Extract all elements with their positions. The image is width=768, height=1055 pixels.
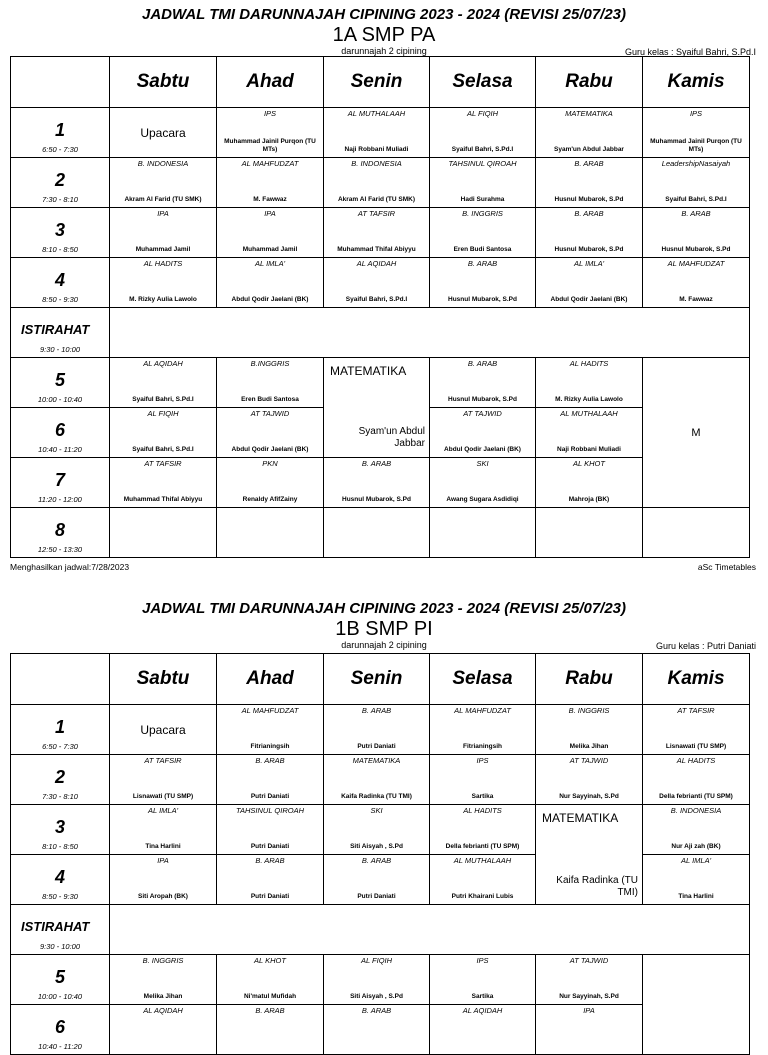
period-time: 11:20 - 12:00: [38, 495, 82, 504]
lesson-cell: [536, 408, 643, 458]
lesson-cell: [217, 408, 324, 458]
period-cell: [11, 358, 110, 408]
lesson-cell: [430, 705, 536, 755]
period-cell: [11, 1005, 110, 1055]
lesson-cell: [324, 855, 430, 905]
lesson-cell: [430, 158, 536, 208]
lesson-cell-empty: [324, 508, 430, 558]
subject: AT TAFSIR: [144, 756, 182, 765]
teacher: Renaldy AfifZainy: [242, 496, 298, 503]
period-number: 4: [54, 867, 65, 887]
day-header: Sabtu: [110, 57, 217, 108]
teacher: Muhammad Jainil Purqon (TU MTs): [650, 138, 742, 153]
subject: AL MAHFUDZAT: [241, 159, 299, 168]
period-number: 7: [54, 470, 65, 490]
period-number: 2: [54, 170, 65, 190]
lesson-cell: [536, 358, 643, 408]
upacara-cell: Upacara: [110, 108, 217, 158]
lesson-cell: [110, 1005, 217, 1055]
lesson-cell: [643, 705, 750, 755]
period-number: 1: [54, 717, 65, 737]
teacher: Putri Daniati: [357, 743, 396, 750]
subject: AT TAJWID: [463, 409, 502, 418]
period-cell: [11, 108, 110, 158]
class-teacher: Guru kelas : Putri Daniati: [655, 641, 756, 651]
lesson-cell: [110, 805, 217, 855]
subject: MATEMATIKA: [330, 364, 407, 378]
teacher: Husnul Mubarok, S.Pd: [554, 196, 624, 203]
sheet-title: JADWAL TMI DARUNNAJAH CIPINING 2023 - 2024 (REVISI 25/07/23): [141, 6, 627, 23]
teacher: Abdul Qodir Jaelani (BK): [231, 446, 309, 453]
teacher: Siti Aisyah , S.Pd: [350, 993, 403, 1000]
teacher: Muhammad Jainil Purqon (TU MTs): [224, 138, 316, 153]
subject: IPA: [583, 1006, 595, 1015]
lesson-cell: [217, 855, 324, 905]
lesson-cell: [430, 805, 536, 855]
teacher: Sartika: [471, 793, 494, 800]
teacher: Della febrianti (TU SPM): [445, 843, 520, 850]
lesson-cell: [430, 358, 536, 408]
teacher: Putri Daniati: [250, 843, 290, 850]
lesson-cell: [217, 108, 324, 158]
subject: B. ARAB: [255, 1006, 285, 1015]
teacher: Syaiful Bahri, S.Pd.I: [665, 196, 727, 203]
subject: AL IMLA': [680, 856, 712, 865]
break-label: ISTIRAHAT: [21, 322, 90, 337]
period-number: 3: [54, 817, 65, 837]
lesson-cell-double: [536, 805, 643, 905]
teacher: Muhammad Thifal Abiyyu: [337, 246, 416, 253]
teacher: Kaifa Radinka (TU TMI): [556, 875, 638, 898]
lesson-cell: [324, 755, 430, 805]
subject: B. ARAB: [361, 856, 392, 865]
teacher: Della febrianti (TU SPM): [659, 793, 733, 800]
lesson-cell-empty: [643, 955, 750, 1055]
subject: PKN: [262, 459, 278, 468]
lesson-cell: [430, 955, 536, 1005]
subject: IPA: [157, 856, 169, 865]
timetable-sheet-1a: [0, 6, 768, 576]
subject: B. ARAB: [361, 459, 392, 468]
period-number: 5: [54, 967, 65, 987]
subject: AT TAFSIR: [144, 459, 182, 468]
teacher: Hadi Surahma: [460, 196, 505, 203]
period-time: 10:00 - 10:40: [37, 395, 83, 404]
day-header: Rabu: [536, 654, 643, 705]
subject: B. ARAB: [255, 756, 285, 765]
period-cell: [11, 508, 110, 558]
period-cell: [11, 855, 110, 905]
period-cell: [11, 158, 110, 208]
school-name: darunnajah 2 cipining: [341, 640, 427, 650]
break-label: ISTIRAHAT: [21, 919, 90, 934]
day-header: Selasa: [430, 57, 536, 108]
lesson-cell: [324, 258, 430, 308]
day-header: Senin: [324, 654, 430, 705]
subject: AL IMLA': [147, 806, 179, 815]
teacher: Putri Daniati: [250, 893, 290, 900]
lesson-cell: [430, 855, 536, 905]
subject: B. ARAB: [467, 259, 498, 268]
period-number: 1: [54, 120, 65, 140]
lesson-cell: [217, 358, 324, 408]
teacher: Tina Harlini: [678, 893, 714, 900]
teacher: Melika Jihan: [569, 743, 609, 750]
subject: AL AQIDAH: [143, 1006, 183, 1015]
teacher: Nur Sayyinah, S.Pd: [559, 993, 619, 1000]
teacher: Eren Budi Santosa: [453, 246, 512, 253]
lesson-cell-merged: M: [643, 358, 750, 508]
teacher: Akram Al Farid (TU SMK): [124, 196, 202, 203]
lesson-cell: [643, 855, 750, 905]
teacher: Siti Aropah (BK): [138, 893, 188, 900]
school-name: darunnajah 2 cipining: [341, 46, 427, 56]
lesson-cell: [110, 158, 217, 208]
lesson-cell: [217, 258, 324, 308]
lesson-cell: [324, 158, 430, 208]
subject: AT TAJWID: [250, 409, 290, 418]
lesson-cell: [217, 458, 324, 508]
subject: AL MAHFUDZAT: [241, 706, 299, 715]
subject: MATEMATIKA: [565, 109, 613, 118]
lesson-cell: [324, 705, 430, 755]
lesson-cell: [110, 408, 217, 458]
timetable-sheet-1b: [0, 600, 768, 1051]
lesson-cell-empty: [536, 508, 643, 558]
lesson-cell: [217, 158, 324, 208]
subject: AL MUTHALAAH: [560, 409, 618, 418]
lesson-cell: [430, 458, 536, 508]
teacher: Syaiful Bahri, S.Pd.I: [451, 146, 514, 153]
teacher: Lisnawati (TU SMP): [132, 793, 194, 800]
lesson-cell: [536, 458, 643, 508]
subject: IPA: [157, 209, 169, 218]
break-row: [110, 905, 750, 955]
break-row: [110, 308, 750, 358]
subject: AT TAJWID: [569, 956, 609, 965]
teacher: Syaiful Bahri, S.Pd.I: [132, 446, 194, 453]
teacher: Melika Jihan: [143, 993, 183, 1000]
lesson-cell: [324, 1005, 430, 1055]
period-time: 7:30 - 8:10: [42, 195, 78, 204]
subject: AT TAJWID: [569, 756, 609, 765]
period-time: 12:50 - 13:30: [37, 545, 83, 554]
teacher: M. Rizky Aulia Lawolo: [129, 296, 197, 303]
lesson-cell: [430, 755, 536, 805]
period-time: 7:30 - 8:10: [42, 792, 78, 801]
period-cell: [11, 408, 110, 458]
teacher: Husnul Mubarok, S.Pd: [554, 246, 624, 253]
subject: B. INGGRIS: [142, 956, 184, 965]
teacher: Ni'matul Mufidah: [243, 993, 297, 1000]
lesson-cell: [430, 408, 536, 458]
teacher: Naji Robbani Muliadi: [344, 146, 409, 153]
teacher: Husnul Mubarok, S.Pd: [448, 396, 517, 403]
subject: AL FIQIH: [360, 956, 393, 965]
subject: B. INGGRIS: [568, 706, 610, 715]
break-cell: [11, 308, 110, 358]
asc-credit: aSc Timetables: [697, 562, 756, 572]
subject: AL KHOT: [573, 459, 605, 468]
teacher: Naji Robbani Muliadi: [557, 446, 621, 453]
subject: AT TAFSIR: [677, 706, 715, 715]
period-time: 6:50 - 7:30: [42, 145, 78, 154]
subject: B. ARAB: [467, 359, 498, 368]
lesson-cell: [324, 108, 430, 158]
subject: MATEMATIKA: [542, 811, 619, 825]
period-cell: [11, 705, 110, 755]
teacher: Abdul Qodir Jaelani (BK): [444, 446, 521, 453]
teacher: Eren Budi Santosa: [241, 396, 299, 403]
lesson-cell-double: [324, 358, 430, 458]
lesson-cell: [110, 358, 217, 408]
teacher: Kaifa Radinka (TU TMI): [341, 793, 412, 800]
lesson-cell: [324, 458, 430, 508]
teacher: Husnul Mubarok, S.Pd: [342, 496, 411, 503]
class-name: 1B SMP PI: [335, 618, 433, 640]
lesson-cell: [430, 108, 536, 158]
teacher: Lisnawati (TU SMP): [665, 743, 727, 750]
teacher: Fitrianingsih: [250, 743, 290, 750]
subject: AL IMLA': [573, 259, 605, 268]
lesson-cell: [430, 1005, 536, 1055]
lesson-cell: [217, 1005, 324, 1055]
lesson-cell: [324, 955, 430, 1005]
period-number: 4: [54, 270, 65, 290]
subject: IPS: [263, 109, 277, 118]
teacher: Fitrianingsih: [463, 743, 502, 750]
lesson-cell: [643, 755, 750, 805]
subject: B. ARAB: [574, 159, 604, 168]
teacher: Husnul Mubarok, S.Pd: [448, 296, 517, 303]
subject: AT TAFSIR: [357, 209, 396, 218]
lesson-cell: [430, 208, 536, 258]
break-cell: [11, 905, 110, 955]
lesson-cell: [643, 208, 750, 258]
period-cell: [11, 458, 110, 508]
period-number: 3: [54, 220, 65, 240]
teacher: M. Fawwaz: [253, 196, 287, 203]
subject: AL HADITS: [569, 359, 609, 368]
period-cell: [11, 805, 110, 855]
lesson-cell-empty: [430, 508, 536, 558]
teacher: Nur Sayyinah, S.Pd: [559, 793, 619, 800]
period-time: 10:40 - 11:20: [38, 445, 82, 454]
teacher: Abdul Qodir Jaelani (BK): [550, 296, 628, 303]
teacher: Syaiful Bahri, S.Pd.I: [345, 296, 408, 303]
lesson-cell: [643, 258, 750, 308]
subject: AL AQIDAH: [462, 1006, 503, 1015]
period-number: 8: [54, 520, 65, 540]
subject: B. INGGRIS: [462, 209, 503, 218]
lesson-cell: [110, 458, 217, 508]
upacara-cell: Upacara: [110, 705, 217, 755]
period-cell: [11, 208, 110, 258]
lesson-cell: [536, 1005, 643, 1055]
subject: B. ARAB: [361, 706, 392, 715]
subject: AL MUTHALAAH: [453, 856, 512, 865]
subject: AL AQIDAH: [356, 259, 397, 268]
subject: SKI: [476, 459, 489, 468]
day-header: Ahad: [217, 654, 324, 705]
subject: IPS: [476, 956, 489, 965]
teacher: Husnul Mubarok, S.Pd: [661, 246, 731, 253]
teacher: Putri Daniati: [250, 793, 290, 800]
period-time: 8:10 - 8:50: [42, 842, 78, 851]
teacher: M. Fawwaz: [679, 296, 713, 303]
subject: AL MAHFUDZAT: [667, 259, 725, 268]
period-cell: [11, 955, 110, 1005]
teacher: Siti Aisyah , S.Pd: [350, 843, 403, 850]
lesson-cell: [643, 805, 750, 855]
subject: AL FIQIH: [147, 409, 179, 418]
teacher: Muhammad Jamil: [135, 246, 191, 253]
teacher: M. Rizky Aulia Lawolo: [555, 396, 623, 403]
lesson-cell: [217, 805, 324, 855]
lesson-cell: [536, 955, 643, 1005]
break-time: 9:30 - 10:00: [39, 345, 81, 354]
subject: IPS: [476, 756, 489, 765]
day-header: Sabtu: [110, 654, 217, 705]
lesson-cell: [536, 158, 643, 208]
subject: AL HADITS: [676, 756, 716, 765]
period-number: 6: [54, 420, 65, 440]
teacher: Putri Khairani Lubis: [451, 893, 514, 900]
teacher: Muhammad Jamil: [242, 246, 298, 253]
day-header: Ahad: [217, 57, 324, 108]
lesson-cell: [110, 755, 217, 805]
class-teacher: Guru kelas : Syaiful Bahri, S.Pd.I: [624, 47, 756, 57]
lesson-cell: [110, 955, 217, 1005]
subject: AL MUTHALAAH: [347, 109, 406, 118]
corner-cell: [11, 57, 110, 108]
period-cell: [11, 755, 110, 805]
subject: AL FIQIH: [466, 109, 499, 118]
lesson-cell: [110, 258, 217, 308]
teacher: Mahroja (BK): [568, 496, 610, 503]
break-time: 9:30 - 10:00: [39, 942, 81, 951]
period-number: 6: [54, 1017, 65, 1037]
teacher: Syam'un Abdul Jabbar: [358, 426, 425, 449]
subject: B. INDONESIA: [670, 806, 722, 815]
subject: B. ARAB: [255, 856, 285, 865]
lesson-cell-empty: [110, 508, 217, 558]
day-header: Kamis: [643, 654, 750, 705]
lesson-cell: [643, 158, 750, 208]
teacher: Awang Sugara Asdidiqi: [446, 496, 519, 503]
teacher: Akram Al Farid (TU SMK): [337, 196, 416, 203]
period-time: 10:00 - 10:40: [37, 992, 83, 1001]
subject: AL KHOT: [254, 956, 286, 965]
subject: B. ARAB: [574, 209, 604, 218]
sheet-title: JADWAL TMI DARUNNAJAH CIPINING 2023 - 2024 (REVISI 25/07/23): [141, 600, 627, 617]
lesson-cell: [217, 705, 324, 755]
subject: AL MAHFUDZAT: [454, 706, 511, 715]
subject: AL HADITS: [143, 259, 183, 268]
subject: MATEMATIKA: [352, 756, 401, 765]
day-header: Kamis: [643, 57, 750, 108]
lesson-cell: [536, 705, 643, 755]
teacher: Nur Aji zah (BK): [671, 843, 721, 850]
subject: TAHSINUL QIROAH: [235, 806, 305, 815]
lesson-cell: [217, 755, 324, 805]
subject: AL AQIDAH: [143, 359, 183, 368]
period-number: 2: [54, 767, 65, 787]
lesson-cell-empty: [643, 508, 750, 558]
lesson-cell: [430, 258, 536, 308]
day-header: Senin: [324, 57, 430, 108]
teacher: Syaiful Bahri, S.Pd.I: [132, 396, 194, 403]
timetable-grid: [10, 653, 750, 1055]
teacher: Putri Daniati: [357, 893, 396, 900]
lesson-cell: [110, 208, 217, 258]
subject: B. ARAB: [361, 1006, 392, 1015]
subject: SKI: [370, 806, 383, 815]
period-time: 8:50 - 9:30: [42, 892, 78, 901]
lesson-cell: [536, 258, 643, 308]
subject: B. ARAB: [681, 209, 711, 218]
lesson-cell: [217, 955, 324, 1005]
teacher: Tina Harlini: [145, 843, 181, 850]
teacher: Abdul Qodir Jaelani (BK): [231, 296, 309, 303]
subject: IPS: [689, 109, 703, 118]
lesson-cell: [536, 208, 643, 258]
period-time: 8:50 - 9:30: [42, 295, 78, 304]
period-time: 6:50 - 7:30: [42, 742, 78, 751]
subject: AL HADITS: [463, 806, 502, 815]
lesson-cell: [643, 108, 750, 158]
lesson-cell: [324, 208, 430, 258]
class-name: 1A SMP PA: [332, 24, 436, 46]
period-time: 10:40 - 11:20: [38, 1042, 82, 1051]
teacher: Syam'un Abdul Jabbar: [554, 146, 624, 153]
subject: IPA: [264, 209, 276, 218]
subject: AL IMLA': [254, 259, 286, 268]
lesson-cell-empty: [217, 508, 324, 558]
subject: TAHSINUL QIROAH: [448, 159, 517, 168]
generated-date: Menghasilkan jadwal:7/28/2023: [10, 562, 130, 572]
teacher: Muhammad Thifal Abiyyu: [123, 496, 203, 503]
teacher: Sartika: [471, 993, 494, 1000]
subject: B. INDONESIA: [137, 159, 189, 168]
lesson-cell: [110, 855, 217, 905]
subject: B. INDONESIA: [351, 159, 402, 168]
timetable-grid: [10, 56, 750, 558]
subject: B.INGGRIS: [250, 359, 290, 368]
lesson-cell: [536, 108, 643, 158]
lesson-cell: [324, 805, 430, 855]
lesson-cell: [217, 208, 324, 258]
corner-cell: [11, 654, 110, 705]
day-header: Selasa: [430, 654, 536, 705]
subject: LeadershipNasaiyah: [661, 159, 731, 168]
period-cell: [11, 258, 110, 308]
lesson-cell: [536, 755, 643, 805]
period-time: 8:10 - 8:50: [42, 245, 78, 254]
day-header: Rabu: [536, 57, 643, 108]
period-number: 5: [54, 370, 65, 390]
